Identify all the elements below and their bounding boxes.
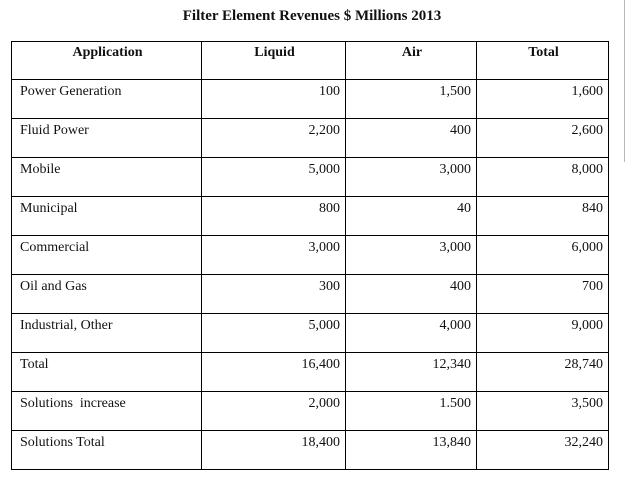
cell-liquid: 100 (202, 80, 346, 119)
cell-air: 1.500 (346, 392, 477, 431)
cell-air: 1,500 (346, 80, 477, 119)
cell-air: 400 (346, 119, 477, 158)
cell-application: Solutions Total (12, 431, 202, 470)
table-title: Filter Element Revenues $ Millions 2013 (182, 8, 442, 24)
cell-total: 700 (477, 275, 609, 314)
cell-total: 28,740 (477, 353, 609, 392)
cell-application: Total (12, 353, 202, 392)
cell-application: Commercial (12, 236, 202, 275)
table-row (12, 119, 609, 158)
cell-total: 6,000 (477, 236, 609, 275)
table-row (12, 392, 609, 431)
cell-liquid: 18,400 (202, 431, 346, 470)
cell-liquid: 2,200 (202, 119, 346, 158)
table-row (12, 314, 609, 353)
cell-air: 3,000 (346, 236, 477, 275)
cell-air: 12,340 (346, 353, 477, 392)
header-air: Air (346, 42, 477, 80)
cell-application: Oil and Gas (12, 275, 202, 314)
header-total: Total (477, 42, 609, 80)
cell-application: Mobile (12, 158, 202, 197)
cell-application: Industrial, Other (12, 314, 202, 353)
cell-total: 8,000 (477, 158, 609, 197)
table-row (12, 353, 609, 392)
table-row (12, 275, 609, 314)
cell-application: Solutions increase (12, 392, 202, 431)
cell-air: 13,840 (346, 431, 477, 470)
cell-air: 40 (346, 197, 477, 236)
cell-total: 2,600 (477, 119, 609, 158)
cell-air: 4,000 (346, 314, 477, 353)
cell-total: 1,600 (477, 80, 609, 119)
cell-application: Municipal (12, 197, 202, 236)
table-row (12, 431, 609, 470)
cell-application: Power Generation (12, 80, 202, 119)
header-application: Application (12, 42, 202, 80)
table-row (12, 158, 609, 197)
cell-air: 3,000 (346, 158, 477, 197)
cell-application: Fluid Power (12, 119, 202, 158)
table-row (12, 197, 609, 236)
cell-total: 840 (477, 197, 609, 236)
table-row (12, 80, 609, 119)
header-liquid: Liquid (202, 42, 346, 80)
table-row (12, 236, 609, 275)
cell-liquid: 2,000 (202, 392, 346, 431)
cell-total: 3,500 (477, 392, 609, 431)
cell-air: 400 (346, 275, 477, 314)
cell-liquid: 5,000 (202, 314, 346, 353)
cell-liquid: 800 (202, 197, 346, 236)
cell-liquid: 300 (202, 275, 346, 314)
cell-total: 32,240 (477, 431, 609, 470)
revenue-table (11, 41, 609, 470)
cell-total: 9,000 (477, 314, 609, 353)
header-row (12, 42, 609, 80)
cell-liquid: 5,000 (202, 158, 346, 197)
page-edge-divider (624, 0, 625, 162)
cell-liquid: 16,400 (202, 353, 346, 392)
cell-liquid: 3,000 (202, 236, 346, 275)
